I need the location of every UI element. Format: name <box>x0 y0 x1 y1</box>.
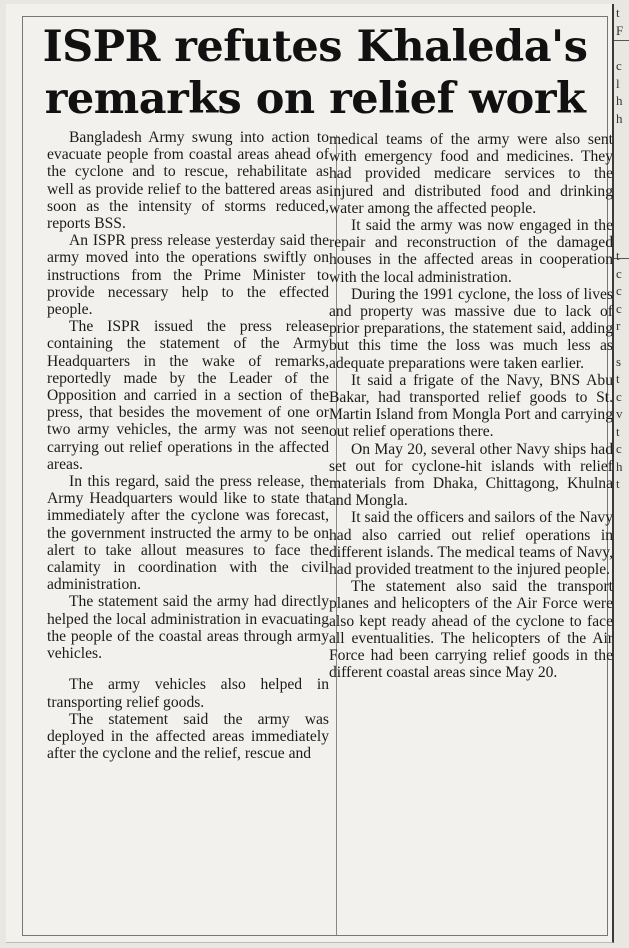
paragraph: The statement said the army was deployed in the affected areas immediately after the cyclone and the relief, rescue and <box>47 710 329 763</box>
paragraph: The army vehicles also helped in transporting relief goods. <box>47 676 329 711</box>
article-column-2 <box>329 131 613 682</box>
fragment: c <box>616 300 622 316</box>
article-frame <box>22 16 613 936</box>
fragment: c <box>616 58 622 73</box>
neighbor-article-edge <box>614 0 629 948</box>
paragraph: It said the army was now engaged in the repair and reconstruction of the damaged houses in the affected areas in cooperation with the local administration. <box>329 217 613 286</box>
fragment: s <box>616 353 622 369</box>
paragraph: medical teams of the army were also sent with emergency food and medicines. They had provided medicare services to the injured and distributed food and drinking water among the affected people. <box>329 131 613 217</box>
fragment: t <box>616 371 620 386</box>
paragraph: During the 1991 cyclone, the loss of lives and property was massive due to lack of prior preparations, the statement said, adding but this time the loss was much less as adequate preparations were taken earlier. <box>329 285 613 372</box>
article-column-1 <box>47 129 329 762</box>
fragment: h <box>616 110 623 126</box>
fragment: t <box>616 5 620 20</box>
fragment: t <box>616 248 620 263</box>
fragment: c <box>616 441 622 456</box>
paragraph: The ISPR issued the press release containing the statement of the Army Headquarters in the wake of remarks, reportedly made by the Leader of the Opposition and carried in a section of the press, that besides the movement of one or two army vehicles, the army was not seen carrying out relief operations in the affected areas. <box>47 318 329 473</box>
paragraph: On May 20, several other Navy ships had set out for cyclone-hit islands with relief materials from Dhaka, Chittagong, Khulna and Mongla. <box>329 440 613 510</box>
headline-line-1: ISPR refutes Khaleda's <box>42 22 588 72</box>
headline-line-2: remarks on relief work <box>44 74 586 124</box>
paragraph: The statement also said the transport planes and helicopters of the Air Force were also kept ready ahead of the cyclone to face all eventualities. The helicopters of the Air Force had been carrying relief goods in the different coastal areas since May 20. <box>329 578 613 682</box>
fragment: v <box>616 406 623 421</box>
paragraph: An ISPR press release yesterday said the army moved into the operations swiftly on instructions from the Prime Minister to provide necessary help to the effected people. <box>47 232 329 319</box>
fragment: r <box>616 318 621 333</box>
fragment: l <box>616 75 620 91</box>
fragment: t <box>616 476 620 491</box>
paragraph: It said a frigate of the Navy, BNS Abu Bakar, had transported relief goods to St. Martin Island from Mongla Port and carrying out relief operations there. <box>329 371 613 441</box>
fragment: c <box>616 388 622 404</box>
paragraph: It said the officers and sailors of the Navy had also carried out relief operations in different islands. The medical teams of Navy, had provided treatment to the injured people. <box>329 509 613 579</box>
headline <box>23 21 607 125</box>
fragment: F <box>616 22 624 38</box>
fragment: c <box>616 265 622 281</box>
fragment: c <box>616 283 622 298</box>
newspaper-clipping <box>6 4 614 943</box>
fragment: t <box>616 423 620 439</box>
fragment: h <box>616 93 623 108</box>
paragraph: The statement said the army had directly helped the local administration in evacuating the people of the coastal areas through army vehicles. <box>47 593 329 663</box>
paragraph: In this regard, said the press release, the Army Headquarters would like to state that immediately after the cyclone was forecast, the government instructed the army to be on alert to take allout measures to face the calamity in coordination with the civil administration. <box>47 473 329 594</box>
paragraph: Bangladesh Army swung into action to evacuate people from coastal areas ahead of the cyclone and to rescue, rehabilitate as well as provide relief to the battered areas as soon as the intensity of storms reduced, reports BSS. <box>47 129 329 233</box>
fragment: h <box>616 458 623 474</box>
